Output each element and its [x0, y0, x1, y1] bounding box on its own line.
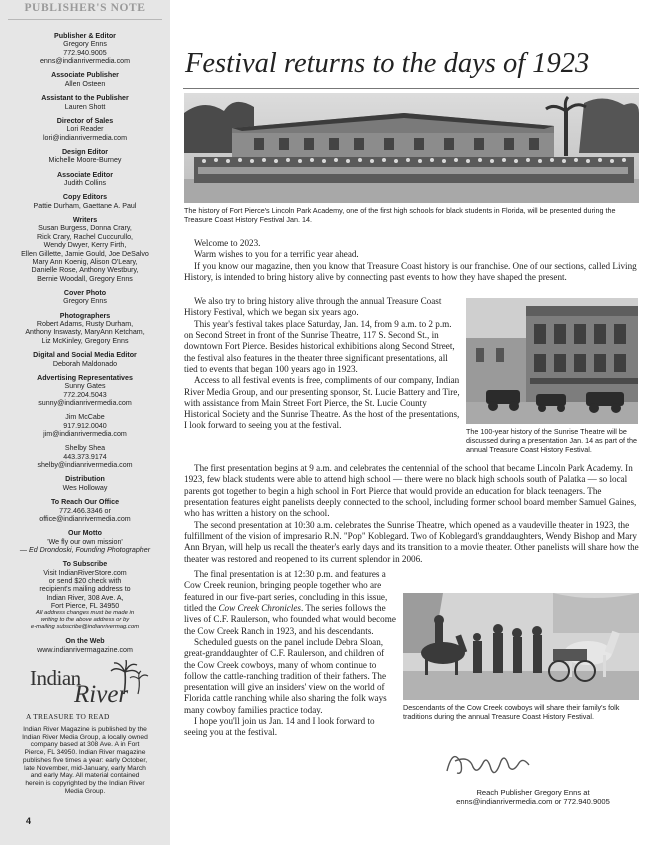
body-paragraph: The second presentation at 10:30 a.m. celebrates the Sunrise Theatre, which opened as a vaudeville theater in 1923, the fulfillment of the vision of impresario R.N. "Pop" Koblegard. Two of Koblegard's granddaughters, Wendy Bishop and Mary Ann Bryan, will help us recall the theater's early days and its transition to a movie theater. Other panelists will share how the theater was restored and reopened to its current splendor in 2006. [184, 519, 639, 564]
body-paragraph: We also try to bring history alive through the annual Treasure Coast History Festival, which we began six years ago. [184, 296, 442, 318]
credit-block [0, 148, 170, 165]
credit-name: Shelby Shea [64, 444, 106, 453]
palm-tree-icon [110, 660, 150, 696]
credit-role: Advertising Representatives [37, 373, 133, 382]
staff-credits [0, 32, 170, 523]
credit-name: 772.940.9005 [63, 48, 107, 57]
masthead-sidebar [0, 0, 170, 845]
contact-line: Reach Publisher Gregory Enns at [476, 788, 590, 797]
credit-name: Bernie Woodall, Gregory Enns [37, 274, 133, 283]
body-column-lower [184, 569, 396, 739]
credit-block [0, 171, 170, 188]
logo-word-river: River [74, 681, 129, 709]
motto-attribution: — Ed Drondoski, Founding Photographer [19, 545, 151, 554]
credit-name: Gregory Enns [63, 297, 107, 306]
body-paragraph: Scheduled guests on the panel include Debra Sloan, great-granddaughter of C.F. Raulerson, and children of the Cow Creek cowboys, many of whom continue to follow the cattle-ranching tradition of their fathers. The presentation will give an insiders' view on the world of Florida cattle ranching while also sharing the folk ways many cowboy families practice today. [184, 636, 387, 715]
body-paragraph [184, 569, 396, 637]
subscribe-line: Visit IndianRiverStore.com [43, 568, 127, 577]
credit-block [0, 413, 170, 438]
body-paragraph: Warm wishes to you for a terrific year ahead. [194, 249, 359, 260]
credit-block [0, 289, 170, 306]
credit-role: Copy Editors [62, 193, 108, 202]
email-link[interactable]: enns@indianrivermedia.com [39, 57, 130, 66]
credit-role: Director of Sales [56, 116, 114, 125]
web-link[interactable]: www.indianrivermagazine.com [37, 645, 133, 654]
credit-name: Deborah Maldonado [52, 359, 118, 368]
logo-word-indian: Indian [30, 666, 81, 691]
headline-rule [183, 88, 639, 89]
body-paragraph: If you know our magazine, then you know that Treasure Coast history is our franchise. One of our sections, called Living History, is intended to bring history alive by connecting past events to how they have shaped the present. [184, 260, 637, 282]
subscribe-heading: To Subscribe [62, 560, 108, 569]
credit-name: 772.466.3346 or [59, 506, 111, 515]
credit-name: Danielle Rose, Anthony Westbury, [31, 266, 139, 275]
credit-name: Judith Collins [63, 179, 107, 188]
article-headline: Festival returns to the days of 1923 [185, 48, 590, 79]
credit-block [0, 374, 170, 407]
subscribe-line: recipient's mailing address to [39, 585, 131, 594]
credit-block [0, 312, 170, 345]
credit-name: Wes Holloway [62, 483, 108, 492]
indian-river-logo [0, 660, 170, 715]
credit-name: Liz McKinley, Gregory Enns [41, 336, 129, 345]
email-link[interactable]: shelby@indianrivermedia.com [37, 461, 133, 470]
logo-tagline: A TREASURE TO READ [26, 712, 110, 722]
body-text: . The series follows the lives of C.F. Raulerson, who founded what would become the Cow Creek Ranch in 1923, and his descendants. [184, 602, 396, 636]
credit-role: To Reach Our Office [50, 498, 120, 507]
credit-role: Associate Editor [57, 170, 113, 179]
credit-name: Anthony Inswasty, MaryAnn Ketcham, [25, 328, 145, 337]
section-tag: PUBLISHER'S NOTE [8, 0, 162, 20]
photo-caption: Descendants of the Cow Creek cowboys will share their family's folk traditions during the annual Treasure Coast History Festival. [403, 703, 620, 721]
credit-block [0, 32, 170, 65]
publication-info: Indian River Magazine is published by the Indian River Media Group, a locally owned company based at 308 Ave. A in Fort Pierce, FL 34950. Indian River magazine publishes five times a year: early October, late November, mid-January, early March and early May. All material contained herein is copyrighted by the Indian River Media Group. [22, 725, 148, 795]
sunrise-theatre-photo [466, 298, 638, 424]
series-title: Cow Creek Chronicles [218, 602, 301, 613]
contact-line: enns@indianrivermedia.com or 772.940.9005 [456, 797, 610, 807]
email-link[interactable]: jim@indianrivermedia.com [43, 430, 127, 439]
body-column-left [184, 296, 460, 432]
credit-name: Susan Burgess, Donna Crary, [38, 224, 132, 233]
credit-role: Digital and Social Media Editor [33, 351, 137, 360]
credit-block [0, 193, 170, 210]
subscribe-line: Indian River, 308 Ave. A, [46, 593, 124, 602]
email-link[interactable]: office@indianrivermedia.com [39, 514, 131, 523]
credit-block [0, 216, 170, 283]
credit-role: Photographers [59, 311, 111, 320]
credit-name: Robert Adams, Rusty Durham, [36, 320, 134, 329]
body-paragraph: I hope you'll join us Jan. 14 and I look forward to seeing you at the festival. [184, 716, 375, 738]
credit-name: Ellen Gillette, Jamie Gould, Joe DeSalvo [21, 249, 149, 258]
credit-role: Distribution [65, 475, 105, 484]
credit-block [0, 94, 170, 111]
credit-block [0, 71, 170, 88]
email-link[interactable]: lori@indianrivermedia.com [42, 133, 128, 142]
publisher-contact [428, 788, 638, 807]
address-note: e-mailing subscribe@indianrivermag.com [30, 624, 140, 631]
credit-name: Lori Reader [66, 125, 104, 134]
credit-block [0, 498, 170, 523]
credit-role: Writers [72, 216, 98, 225]
credit-block [0, 117, 170, 142]
body-text: The final presentation is at 12:30 p.m. and features a Cow Creek reunion, bringing people together who are featured in our five-part series, concluding in this issue, titled the [184, 569, 388, 613]
credit-block [0, 351, 170, 368]
motto-heading: Our Motto [68, 529, 102, 538]
credit-name: Lauren Shott [64, 102, 106, 111]
credit-name: 772.204.5043 [63, 390, 107, 399]
web-heading: On the Web [65, 637, 105, 646]
credit-name: Rick Crary, Rachel Cuccurullo, [36, 232, 134, 241]
address-note: All address changes must be made in [35, 610, 135, 617]
cow-creek-cowboys-photo [403, 593, 639, 700]
motto-block [0, 529, 170, 554]
credit-role: Associate Publisher [51, 71, 119, 80]
credit-name: 443.373.9174 [63, 452, 107, 461]
web-block [0, 637, 170, 654]
subscribe-block [0, 560, 170, 631]
credit-role: Design Editor [61, 147, 109, 156]
credit-name: Wendy Dwyer, Kerry Firth, [43, 241, 127, 250]
credit-role: Publisher & Editor [54, 32, 116, 40]
credit-name: Gregory Enns [63, 40, 107, 49]
credit-name: Sunny Gates [64, 382, 106, 391]
address-note: writing to the above address or by [40, 617, 130, 624]
credit-name: 917.912.0040 [63, 421, 107, 430]
lincoln-park-academy-photo [184, 93, 639, 203]
subscribe-line: Fort Pierce, FL 34950 [50, 602, 120, 611]
motto-line: 'We fly our own mission' [47, 537, 123, 546]
body-column-intro [184, 238, 639, 283]
subscribe-line: or send $20 check with [48, 577, 122, 586]
credit-name: Mary Ann Koenig, Alison O'Leary, [32, 257, 138, 266]
credit-name: Pattie Durham, Gaettane A. Paul [33, 201, 137, 210]
body-paragraph: This year's festival takes place Saturday, Jan. 14, from 9 a.m. to 2 p.m. on Second Street in front of the Sunrise Theatre, 117 S. Second St., in downtown Fort Pierce. Besides historical exhibitions along Second Street, the festival also features in the theater three significant presentations, all tied to events that began 100 years ago in 1923. [184, 318, 455, 374]
email-link[interactable]: sunny@indianrivermedia.com [38, 398, 132, 407]
photo-caption: The 100-year history of the Sunrise Theatre will be discussed during a presentation Jan. 14 as part of the annual Treasure Coast History Festival. [466, 427, 638, 454]
credit-name: Michelle Moore-Burney [48, 156, 122, 165]
credit-role: Assistant to the Publisher [41, 94, 129, 103]
body-paragraph: Access to all festival events is free, compliments of our company, Indian River Media Group, and our presenting sponsor, St. Lucie Battery and Tire, with assistance from Main Street Fort Pierce, the St. Lucie County Historical Society and the Sunrise Theatre. As the host of the presentations, I look forward to seeing you at the festival. [184, 375, 460, 431]
credit-name: Jim McCabe [65, 413, 105, 422]
body-column-full [184, 463, 639, 565]
body-paragraph: The first presentation begins at 9 a.m. and celebrates the centennial of the school that became Lincoln Park Academy. In 1923, few black students were able to attend high school — there were no black high schools south of Palatka — so local parents got together to begin a high school in Fort Pierce that would provide an education for black teenagers. The presentation features eight panelists deeply connected to the school, including former school board member Samuel Gaines, who has written a history on the school. [184, 463, 637, 519]
body-paragraph: Welcome to 2023. [194, 238, 261, 248]
credit-block [0, 475, 170, 492]
credit-role: Cover Photo [63, 288, 107, 297]
credit-block [0, 444, 170, 469]
publisher-signature [443, 743, 533, 785]
credit-name: Allen Osteen [64, 79, 106, 88]
photo-caption: The history of Fort Pierce's Lincoln Park Academy, one of the first high schools for black students in Florida, will be presented during the Treasure Coast History Festival Jan. 14. [184, 206, 616, 224]
page-number: 4 [26, 816, 32, 827]
